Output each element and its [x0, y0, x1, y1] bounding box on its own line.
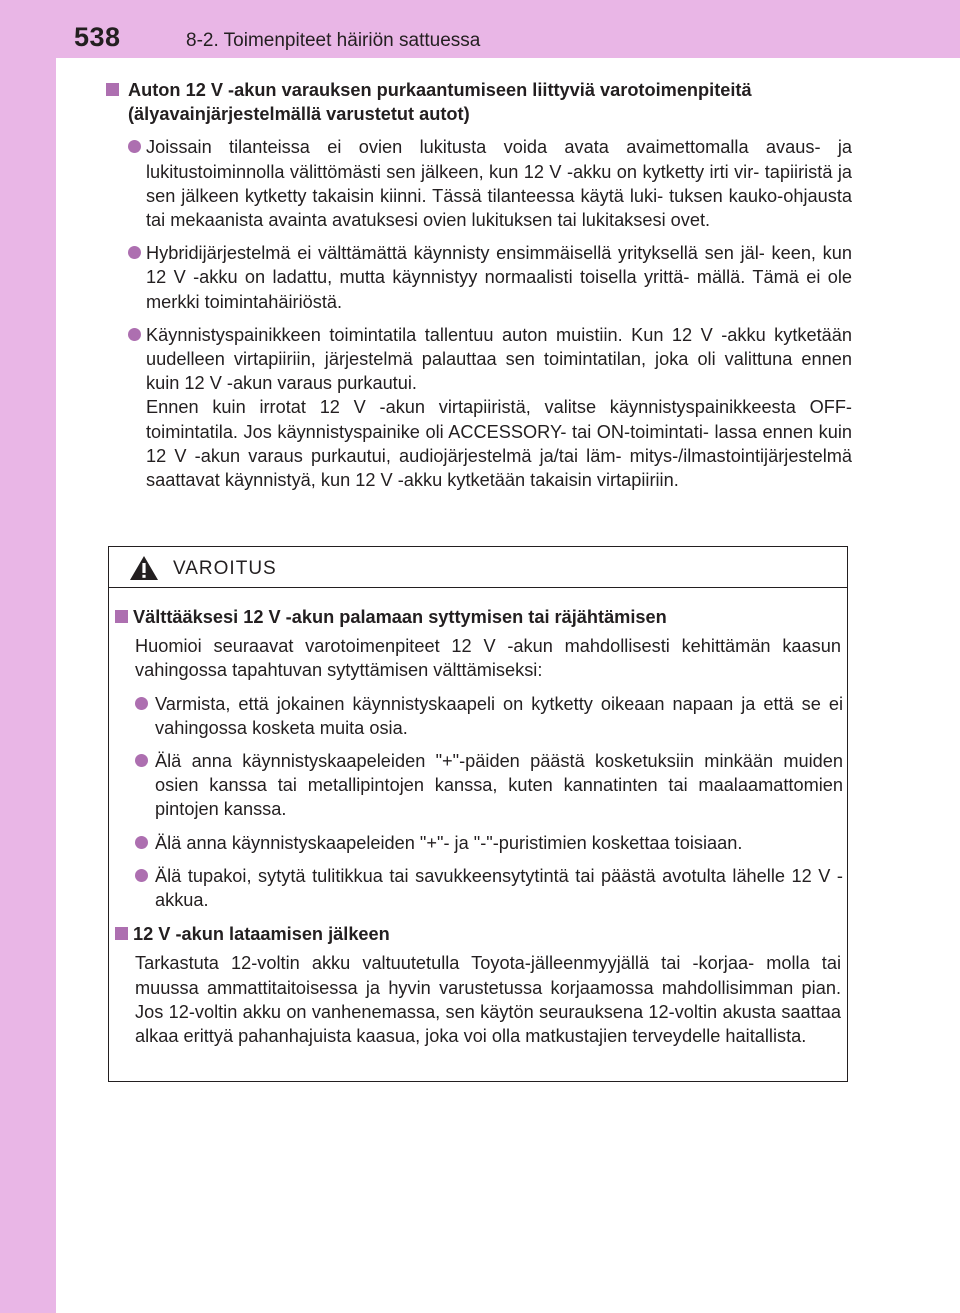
- square-bullet-icon: [106, 83, 119, 96]
- round-bullet-icon: [135, 697, 148, 710]
- warning-section-text: Huomioi seuraavat varotoimenpiteet 12 V -akun mahdollisesti kehittämän kaasun vahingossa tapahtuvan sytyttämisen välttämiseksi:: [135, 636, 841, 681]
- round-bullet-icon: [128, 140, 141, 153]
- warning-section-heading-text: 12 V -akun lataamisen jälkeen: [133, 924, 390, 945]
- warning-title: VAROITUS: [173, 558, 277, 579]
- warning-triangle-icon: [129, 555, 159, 581]
- warning-section: [115, 922, 843, 1048]
- warning-bullet-item: [115, 864, 843, 912]
- bullet-paragraph: Käynnistyspainikkeen toimintatila tallentuu auton muistiin. Kun 12 V -akku kytketään uudelleen virtapiiriin, järjestelmä palauttaa sen toimintatilan, joka oli valittuna ennen kuin 12 V -akun varaus purkautui.: [146, 324, 852, 394]
- warning-body: [115, 605, 843, 1048]
- section-title: 8-2. Toimenpiteet häiriön sattuessa: [186, 30, 481, 51]
- warning-bullet-text: Älä tupakoi, sytytä tulitikkua tai savukkeensytytintä tai päästä avotulta lähelle 12 V -akkua.: [155, 865, 843, 911]
- bullet-paragraph: Ennen kuin irrotat 12 V -akun virtapiiristä, valitse käynnistyspainikkeesta OFF-toimintatila. Jos käynnistyspainike oli ACCESSORY- tai ON-toimintati- lassa ennen kuin 12 V -akun varaus purkautui, audiojärjestelmä ja/tai läm- mitys-/ilmastointijärjestelmä saattavat käynnistyä, kun 12 V -akku kytketään takaisin virtapiiriin.: [146, 397, 852, 491]
- round-bullet-icon: [135, 754, 148, 767]
- page-number: 538: [74, 22, 121, 52]
- round-bullet-icon: [135, 869, 148, 882]
- warning-header: [109, 547, 847, 588]
- round-bullet-icon: [135, 836, 148, 849]
- warning-section: [115, 605, 843, 912]
- round-bullet-icon: [128, 328, 141, 341]
- bullet-item: [104, 135, 852, 232]
- main-content: [104, 78, 852, 492]
- warning-bullet-item: [115, 692, 843, 740]
- warning-section-heading: [115, 605, 843, 629]
- warning-section-heading: [115, 922, 843, 946]
- warning-bullet-text: Varmista, että jokainen käynnistyskaapeli on kytketty oikeaan napaan ja että se ei vahingossa kosketa muita osia.: [155, 693, 843, 738]
- main-heading: [104, 78, 852, 126]
- bullet-paragraph: Joissain tilanteissa ei ovien lukitusta voida avata avaimettomalla avaus- ja lukitustoiminnolla välittömästi sen jälkeen, kun 12 V -akku on kytketty irti vir- tapiiristä ja sen jälkeen kytketty takaisin kiinni. Tässä tilanteessa käytä luki- tuksen kauko-ohjausta tai mekaanista avainta avatuksesi ovien lukituksen tai lukitaksesi ovet.: [146, 137, 852, 231]
- warning-section-heading-text: Välttääksesi 12 V -akun palamaan syttymisen tai räjähtämisen: [133, 607, 667, 627]
- square-bullet-icon: [115, 610, 128, 623]
- warning-box: [108, 546, 848, 1082]
- bullet-item: [104, 323, 852, 492]
- round-bullet-icon: [128, 246, 141, 259]
- warning-bullet-item: [115, 749, 843, 822]
- main-bullet-list: [104, 135, 852, 492]
- warning-section-text: Tarkastuta 12-voltin akku valtuutetulla Toyota-jälleenmyyjällä tai -korjaa- molla tai muussa ammattitaitoisessa ja hyvin varustetussa korjaamossa mahdollisimman pian. Jos 12-voltin akku on vanhenemassa, sen käytön seurauksena 12-voltin akusta saattaa alkaa erittyä pahanhajuista kaasua, joka voi olla matkustajien terveydelle haitallista.: [135, 953, 841, 1047]
- warning-bullet-text: Älä anna käynnistyskaapeleiden "+"- ja "-"-puristimien koskettaa toisiaan.: [155, 832, 743, 853]
- warning-bullet-item: [115, 831, 843, 855]
- bullet-paragraph: Hybridijärjestelmä ei välttämättä käynnisty ensimmäisellä yrityksellä sen jäl- keen, kun 12 V -akku on ladattu, mutta käynnistyy normaalisti toisella yrittä- mällä. Tämä ei ole merkki toimintahäiriöstä.: [146, 243, 852, 312]
- side-color-strip: [0, 0, 56, 1313]
- square-bullet-icon: [115, 927, 128, 940]
- main-heading-text: Auton 12 V -akun varauksen purkaantumiseen liittyviä varotoimenpiteitä (älyavainjärjestelmällä varustetut autot): [128, 80, 752, 125]
- bullet-item: [104, 241, 852, 314]
- warning-bullet-text: Älä anna käynnistyskaapeleiden "+"-päiden päästä kosketuksiin minkään muiden osien kanssa tai metallipintojen kanssa, kuten kannatinten tai maalaamattomien pintojen kanssa.: [155, 751, 843, 820]
